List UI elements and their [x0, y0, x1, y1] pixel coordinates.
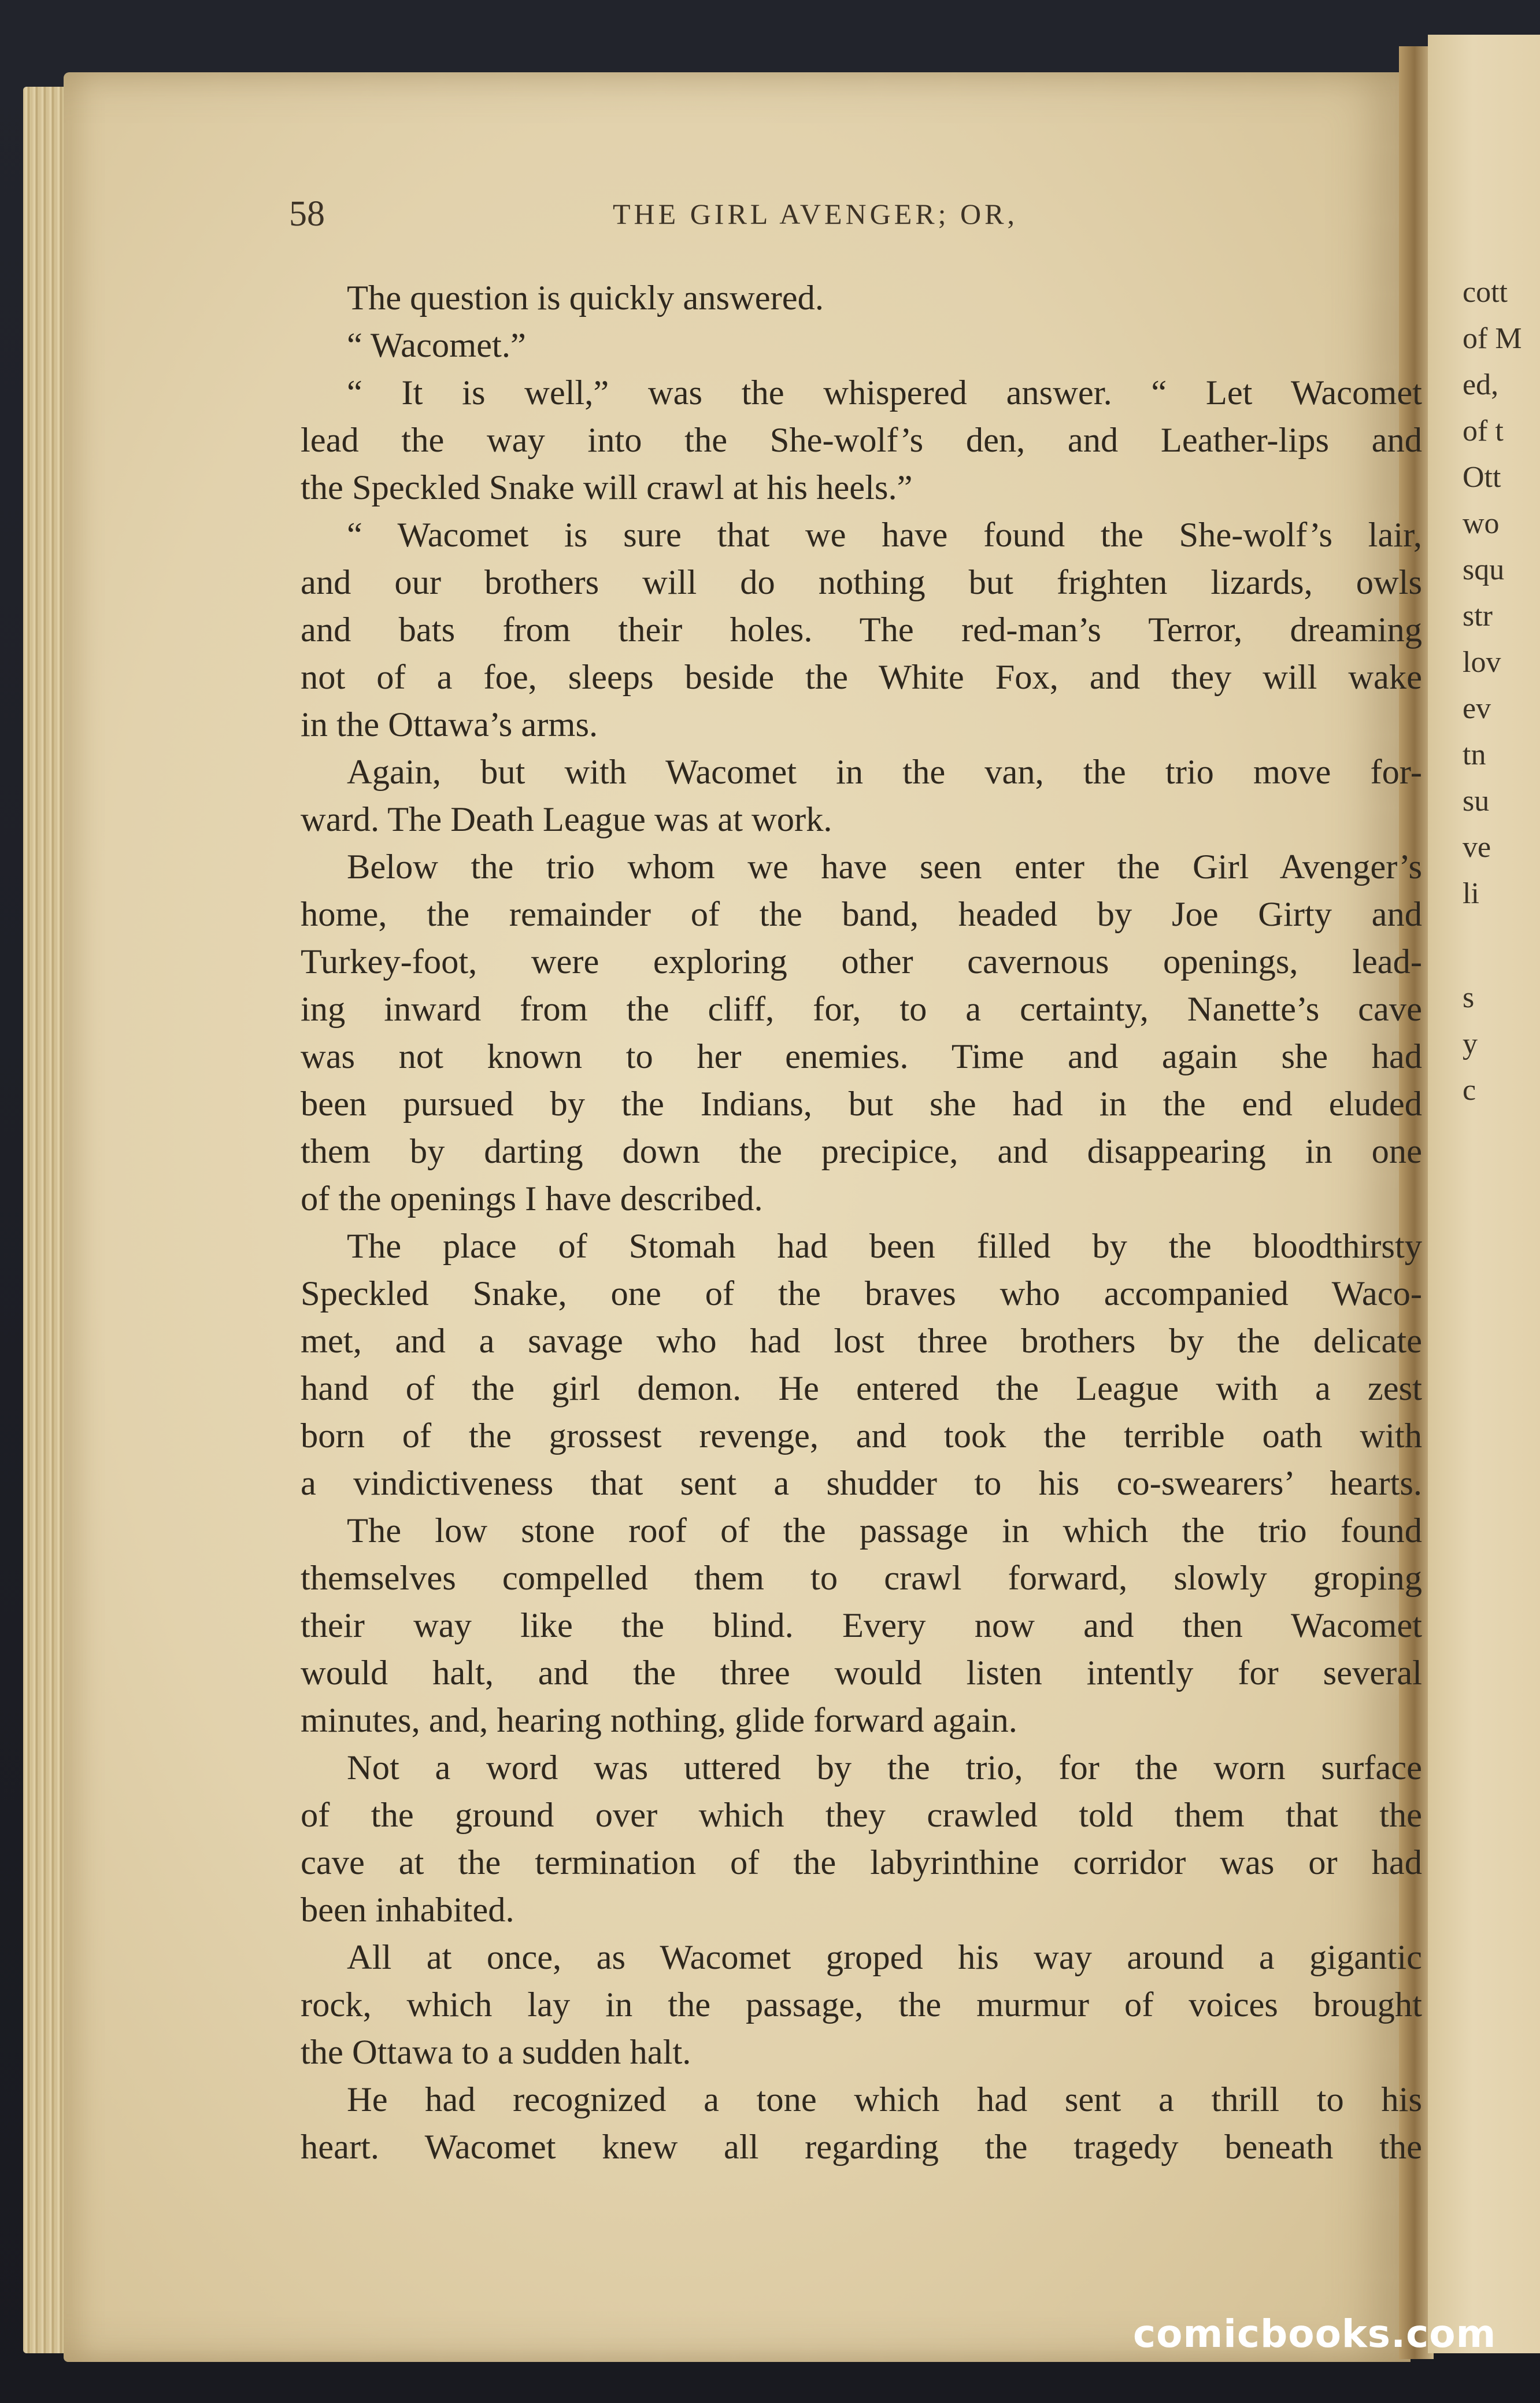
text-line: All at once, as Wacomet groped his way around a gigantic: [347, 1938, 1422, 1977]
body-text: [301, 275, 1422, 2171]
text-line: would halt, and the three would listen intently for several: [301, 1654, 1422, 1692]
facing-page-fragment: Ott: [1463, 461, 1501, 494]
facing-page-fragment: lov: [1463, 646, 1501, 679]
facing-page-fragment: li: [1463, 877, 1479, 910]
text-line: born of the grossest revenge, and took the terrible oath with: [301, 1417, 1422, 1455]
facing-page-fragment: s: [1463, 981, 1475, 1014]
text-line: ing inward from the cliff, for, to a certainty, Nanette’s cave: [301, 990, 1422, 1029]
text-line: “ It is well,” was the whispered answer. “ Let Wacomet: [347, 374, 1422, 412]
text-line: the Ottawa to a sudden halt.: [301, 2033, 691, 2072]
text-line: rock, which lay in the passage, the murmur of voices brought: [301, 1986, 1422, 2024]
facing-page: [1428, 35, 1540, 2353]
text-line: of the openings I have described.: [301, 1180, 763, 1218]
text-line: and bats from their holes. The red-man’s Terror, dreaming: [301, 611, 1422, 649]
facing-page-fragment: ve: [1463, 831, 1491, 864]
facing-page-fragment: su: [1463, 785, 1490, 818]
text-line: home, the remainder of the band, headed by Joe Girty and: [301, 895, 1422, 934]
facing-page-fragment: ed,: [1463, 368, 1499, 401]
text-line: of the ground over which they crawled told them that the: [301, 1796, 1422, 1835]
text-line: in the Ottawa’s arms.: [301, 705, 598, 744]
text-line: cave at the termination of the labyrinthine corridor was or had: [301, 1843, 1422, 1882]
text-line: The question is quickly answered.: [347, 279, 824, 317]
facing-page-fragment: ev: [1463, 692, 1491, 725]
text-line: minutes, and, hearing nothing, glide forward again.: [301, 1701, 1017, 1740]
text-line: their way like the blind. Every now and then Wacomet: [301, 1606, 1422, 1645]
running-head: THE GIRL AVENGER; OR,: [613, 198, 1018, 230]
text-line: met, and a savage who had lost three brothers by the delicate: [301, 1322, 1422, 1361]
text-line: He had recognized a tone which had sent a thrill to his: [347, 2080, 1422, 2119]
text-line: Not a word was uttered by the trio, for the worn surface: [347, 1748, 1422, 1787]
text-line: The place of Stomah had been filled by the bloodthirsty: [347, 1227, 1422, 1266]
text-line: a vindictiveness that sent a shudder to his co-swearers’ hearts.: [301, 1464, 1422, 1503]
text-line: heart. Wacomet knew all regarding the tragedy beneath the: [301, 2128, 1422, 2167]
watermark: comicbooks.com: [1133, 2312, 1497, 2356]
text-line: Below the trio whom we have seen enter the Girl Avenger’s: [347, 848, 1422, 886]
text-line: was not known to her enemies. Time and again she had: [301, 1037, 1422, 1076]
text-line: Speckled Snake, one of the braves who accompanied Waco-: [301, 1274, 1422, 1313]
facing-page-fragment: str: [1463, 600, 1493, 633]
facing-page-fragment: cott: [1463, 276, 1508, 309]
text-line: “ Wacomet.”: [347, 326, 526, 365]
text-line: and our brothers will do nothing but frighten lizards, owls: [301, 563, 1422, 602]
page-number: 58: [289, 194, 325, 234]
facing-page-fragment: c: [1463, 1074, 1476, 1107]
text-line: hand of the girl demon. He entered the League with a zest: [301, 1369, 1422, 1408]
facing-page-fragment: of t: [1463, 415, 1504, 448]
text-line: Again, but with Wacomet in the van, the trio move for-: [347, 753, 1422, 792]
text-line: “ Wacomet is sure that we have found the She-wolf’s lair,: [347, 516, 1422, 554]
facing-page-fragment: wo: [1463, 507, 1500, 540]
text-line: the Speckled Snake will crawl at his heels.”: [301, 468, 913, 507]
facing-page-fragment: of M: [1463, 322, 1522, 355]
page-header: [289, 194, 1272, 240]
text-line: not of a foe, sleeps beside the White Fox, and they will wake: [301, 658, 1422, 697]
text-line: them by darting down the precipice, and disappearing in one: [301, 1132, 1422, 1171]
facing-page-fragment: squ: [1463, 553, 1505, 586]
facing-page-fragment: y: [1463, 1027, 1478, 1060]
text-line: lead the way into the She-wolf’s den, and Leather-lips and: [301, 421, 1422, 460]
text-line: The low stone roof of the passage in which the trio found: [347, 1511, 1422, 1550]
text-line: been pursued by the Indians, but she had in the end eluded: [301, 1085, 1422, 1123]
facing-page-text: [1428, 35, 1540, 2353]
text-line: themselves compelled them to crawl forward, slowly groping: [301, 1559, 1422, 1598]
text-line: ward. The Death League was at work.: [301, 800, 832, 839]
facing-page-fragment: tn: [1463, 738, 1486, 771]
text-line: been inhabited.: [301, 1891, 514, 1929]
text-line: Turkey-foot, were exploring other cavernous openings, lead-: [301, 942, 1422, 981]
